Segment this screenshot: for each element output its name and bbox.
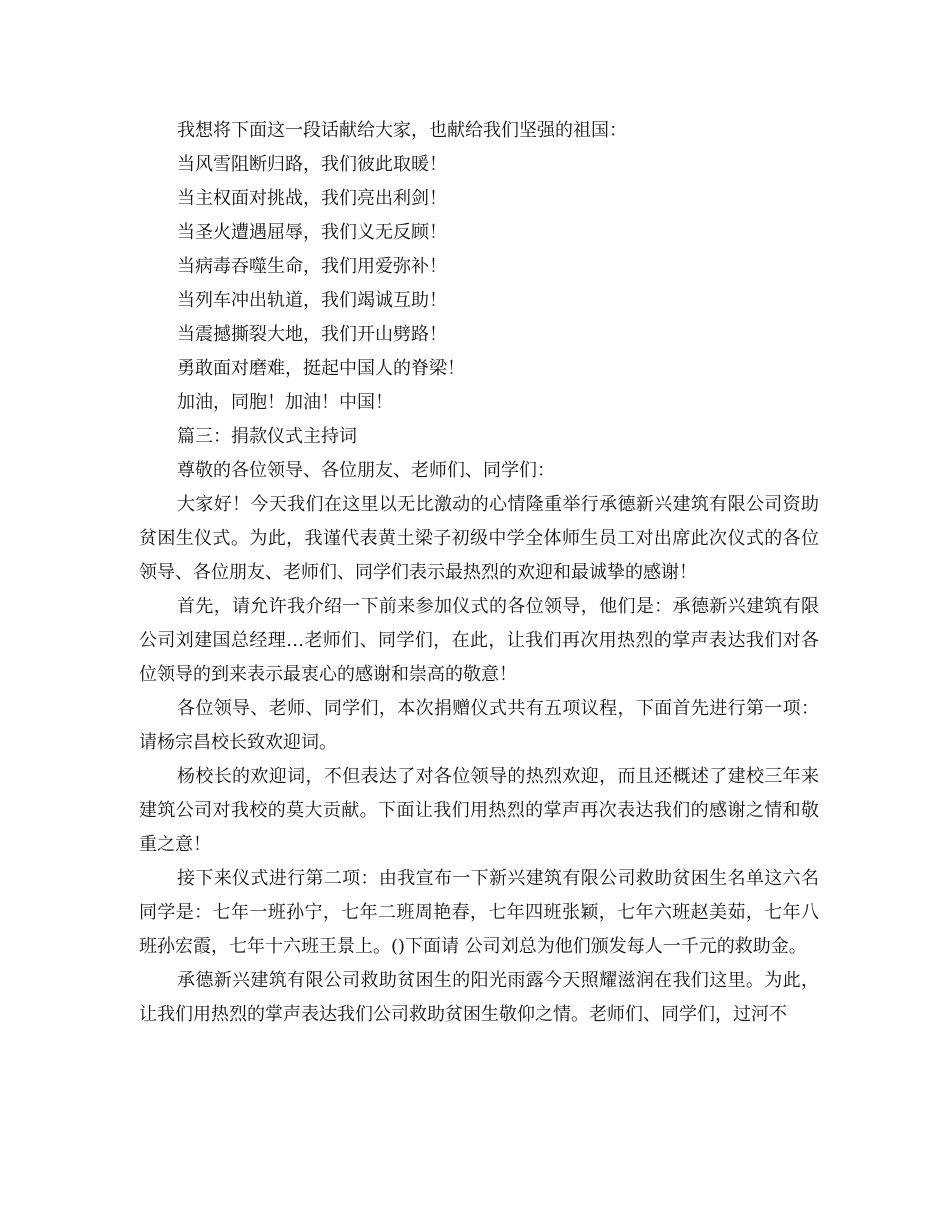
- poem-intro: 我想将下面这一段话献给大家，也献给我们坚强的祖国：: [177, 120, 627, 141]
- poem-line: 勇敢面对磨难，挺起中国人的脊梁！: [177, 358, 465, 379]
- poem-line: 当震撼撕裂大地，我们开山劈路！: [177, 324, 447, 345]
- greeting: 尊敬的各位领导、各位朋友、老师们、同学们：: [177, 460, 555, 481]
- poem-line: 加油，同胞！加油！中国！: [177, 392, 393, 413]
- document-body: [139, 114, 819, 1032]
- paragraph: 各位领导、老师、同学们，本次捐赠仪式共有五项议程，下面首先进行第一项：请杨宗昌校长致欢迎词。: [139, 698, 819, 753]
- paragraph: 接下来仪式进行第二项：由我宣布一下新兴建筑有限公司救助贫困生名单这六名同学是：七年一班孙宁，七年二班周艳春，七年四班张颖，七年六班赵美茹，七年八班孙宏霞，七年十六班王景上。()下面请 公司刘总为他们颁发每人一千元的救助金。: [139, 868, 819, 957]
- poem-line: 当列车冲出轨道，我们竭诚互助！: [177, 290, 447, 311]
- paragraph: 杨校长的欢迎词，不但表达了对各位领导的热烈欢迎，而且还概述了建校三年来建筑公司对我校的莫大贡献。下面让我们用热烈的掌声再次表达我们的感谢之情和敬重之意！: [139, 766, 819, 855]
- paragraph: 大家好！今天我们在这里以无比激动的心情隆重举行承德新兴建筑有限公司资助贫困生仪式。为此，我谨代表黄土梁子初级中学全体师生员工对出席此次仪式的各位领导、各位朋友、老师们、同学们表示最热烈的欢迎和最诚挚的感谢！: [139, 494, 819, 583]
- poem-line: 当病毒吞噬生命，我们用爱弥补！: [177, 256, 447, 277]
- paragraph: 首先，请允许我介绍一下前来参加仪式的各位领导，他们是：承德新兴建筑有限公司刘建国总经理…老师们、同学们，在此，让我们再次用热烈的掌声表达我们对各位领导的到来表示最衷心的感谢和崇高的敬意！: [139, 596, 819, 685]
- section-title: 篇三：捐款仪式主持词: [177, 426, 357, 447]
- paragraph: 承德新兴建筑有限公司救助贫困生的阳光雨露今天照耀滋润在我们这里。为此，让我们用热烈的掌声表达我们公司救助贫困生敬仰之情。老师们、同学们，过河不: [139, 970, 819, 1025]
- poem-line: 当圣火遭遇屈辱，我们义无反顾！: [177, 222, 447, 243]
- poem-line: 当风雪阻断归路，我们彼此取暖！: [177, 154, 447, 175]
- poem-line: 当主权面对挑战，我们亮出利剑！: [177, 188, 447, 209]
